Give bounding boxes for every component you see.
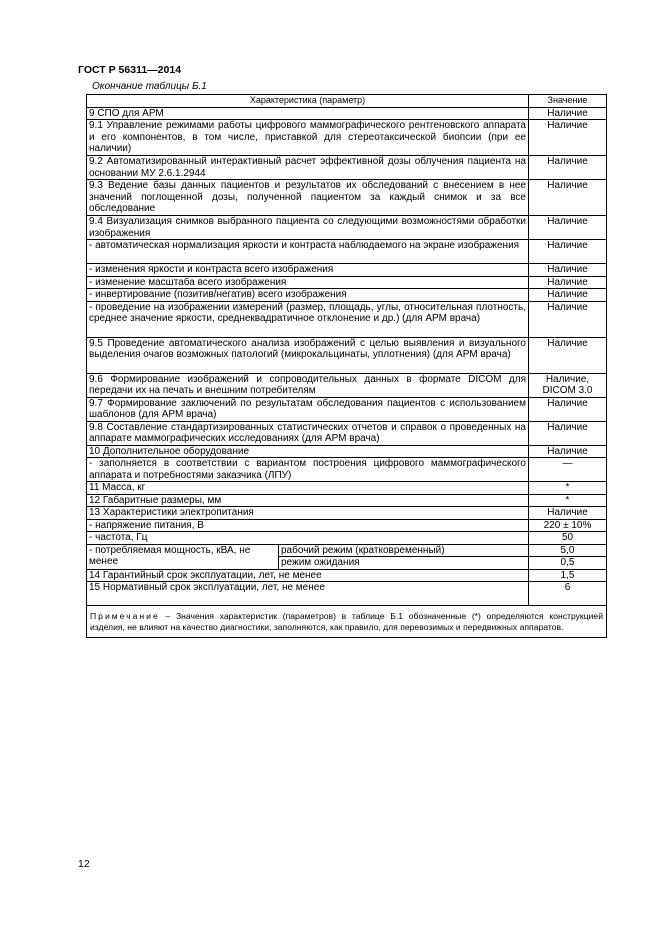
table-row (87, 289, 607, 302)
value-cell: 5,0 (529, 544, 607, 557)
param-cell: - автоматическая нормализация яркости и контраста наблюдаемого на экране изображения (87, 240, 529, 264)
value-cell: 1,5 (529, 569, 607, 582)
table-row (87, 519, 607, 532)
value-cell: 220 ± 10% (529, 519, 607, 532)
param-cell: - инвертирование (позитив/негатив) всего изображения (87, 289, 529, 302)
table-row (87, 494, 607, 507)
table-row (87, 445, 607, 458)
power-label-cell: - потребляемая мощность, кВА, не менее (87, 544, 279, 569)
table-row (87, 156, 607, 180)
value-cell: Наличие (529, 397, 607, 421)
param-cell: 9.1 Управление режимами работы цифрового маммографического рентгеновского аппарата и его компонентов, в том числе, приставкой для стереотаксической биопсии (при ее наличии) (87, 120, 529, 156)
table-row (87, 421, 607, 445)
table-row (87, 276, 607, 289)
param-cell: 15 Нормативный срок эксплуатации, лет, не менее (87, 582, 529, 606)
table-row (87, 240, 607, 264)
document-code: ГОСТ Р 56311—2014 (78, 64, 182, 76)
value-cell: Наличие (529, 445, 607, 458)
table-row (87, 264, 607, 277)
value-cell: Наличие (529, 421, 607, 445)
spec-table (86, 94, 607, 638)
table-row (87, 582, 607, 606)
value-cell: * (529, 494, 607, 507)
table-row (87, 216, 607, 240)
table-row (87, 107, 607, 120)
note-label: Примечание (90, 611, 160, 621)
table-row (87, 507, 607, 520)
value-cell: Наличие (529, 301, 607, 337)
param-cell: - изменение масштаба всего изображения (87, 276, 529, 289)
value-cell: Наличие (529, 264, 607, 277)
value-cell: Наличие (529, 276, 607, 289)
param-cell: - заполняется в соответствии с вариантом построения цифрового маммографического аппарата и потребностями заказчика (ЛПУ) (87, 458, 529, 482)
table-row (87, 544, 607, 557)
param-cell: 12 Габаритные размеры, мм (87, 494, 529, 507)
table-row (87, 397, 607, 421)
value-cell: Наличие (529, 180, 607, 216)
value-cell: — (529, 458, 607, 482)
value-cell: Наличие (529, 156, 607, 180)
note-cell (87, 606, 607, 638)
table-row (87, 301, 607, 337)
value-cell: 0,5 (529, 557, 607, 570)
table-row (87, 482, 607, 495)
header-value: Значение (529, 95, 607, 108)
param-cell: 14 Гарантийный срок эксплуатации, лет, не менее (87, 569, 529, 582)
table-row (87, 569, 607, 582)
power-mode-cell: рабочий режим (кратковременный) (279, 544, 529, 557)
value-cell: Наличие (529, 289, 607, 302)
value-cell: Наличие (529, 107, 607, 120)
param-cell: 9.7 Формирование заключений по результатам обследования пациентов с использованием шаблонов (для АРМ врача) (87, 397, 529, 421)
table-row (87, 180, 607, 216)
table-header-row (87, 95, 607, 108)
value-cell: 50 (529, 532, 607, 545)
param-cell: 9.8 Составление стандартизированных статистических отчетов и справок о проведенных на аппарате маммографических исследованиях (для АРМ врача) (87, 421, 529, 445)
param-cell: 9.2 Автоматизированный интерактивный расчет эффективной дозы облучения пациента на основании МУ 2.6.1.2944 (87, 156, 529, 180)
param-cell: 9.6 Формирование изображений и сопроводительных данных в формате DICOM для передачи их на печать и внешним потребителям (87, 373, 529, 397)
table-caption: Окончание таблицы Б.1 (92, 81, 207, 92)
note-text: – Значения характеристик (параметров) в таблице Б.1 обозначенные (*) определяются конструкцией изделия, не влияют на качество диагностики, заполняются, как правило, для перевозимых и передвижных аппаратов. (90, 611, 603, 632)
table-row (87, 458, 607, 482)
param-cell: - напряжение питания, В (87, 519, 529, 532)
table-row (87, 337, 607, 373)
param-cell: - изменения яркости и контраста всего изображения (87, 264, 529, 277)
param-cell: 9.4 Визуализация снимков выбранного пациента со следующими возможностями обработки изображения (87, 216, 529, 240)
value-cell: * (529, 482, 607, 495)
value-cell: Наличие (529, 120, 607, 156)
param-cell: 13 Характеристики электропитания (87, 507, 529, 520)
param-cell: 9.3 Ведение базы данных пациентов и результатов их обследований с внесением в нее значений поглощенной дозы, полученной пациентом за каждый снимок и за все обследование (87, 180, 529, 216)
value-cell: Наличие, DICOM 3.0 (529, 373, 607, 397)
param-cell: 10 Дополнительное оборудование (87, 445, 529, 458)
power-mode-cell: режим ожидания (279, 557, 529, 570)
table-row (87, 373, 607, 397)
value-cell: Наличие (529, 337, 607, 373)
table-row (87, 120, 607, 156)
note-row (87, 606, 607, 638)
param-cell: 9.5 Проведение автоматического анализа изображений с целью выявления и визуального выделения очагов возможных патологий (микрокальцинаты, уплотнения) (для АРМ врача) (87, 337, 529, 373)
param-cell: 9 СПО для АРМ (87, 107, 529, 120)
value-cell: Наличие (529, 216, 607, 240)
param-cell: 11 Масса, кг (87, 482, 529, 495)
value-cell: Наличие (529, 507, 607, 520)
header-param: Характеристика (параметр) (87, 95, 529, 108)
param-cell: - частота, Гц (87, 532, 529, 545)
table-row (87, 532, 607, 545)
page-number: 12 (78, 858, 90, 870)
value-cell: Наличие (529, 240, 607, 264)
value-cell: 6 (529, 582, 607, 606)
param-cell: - проведение на изображении измерений (размер, площадь, углы, относительная плотность, среднее значение яркости, среднеквадратичное отклонение и др.) (для АРМ врача) (87, 301, 529, 337)
